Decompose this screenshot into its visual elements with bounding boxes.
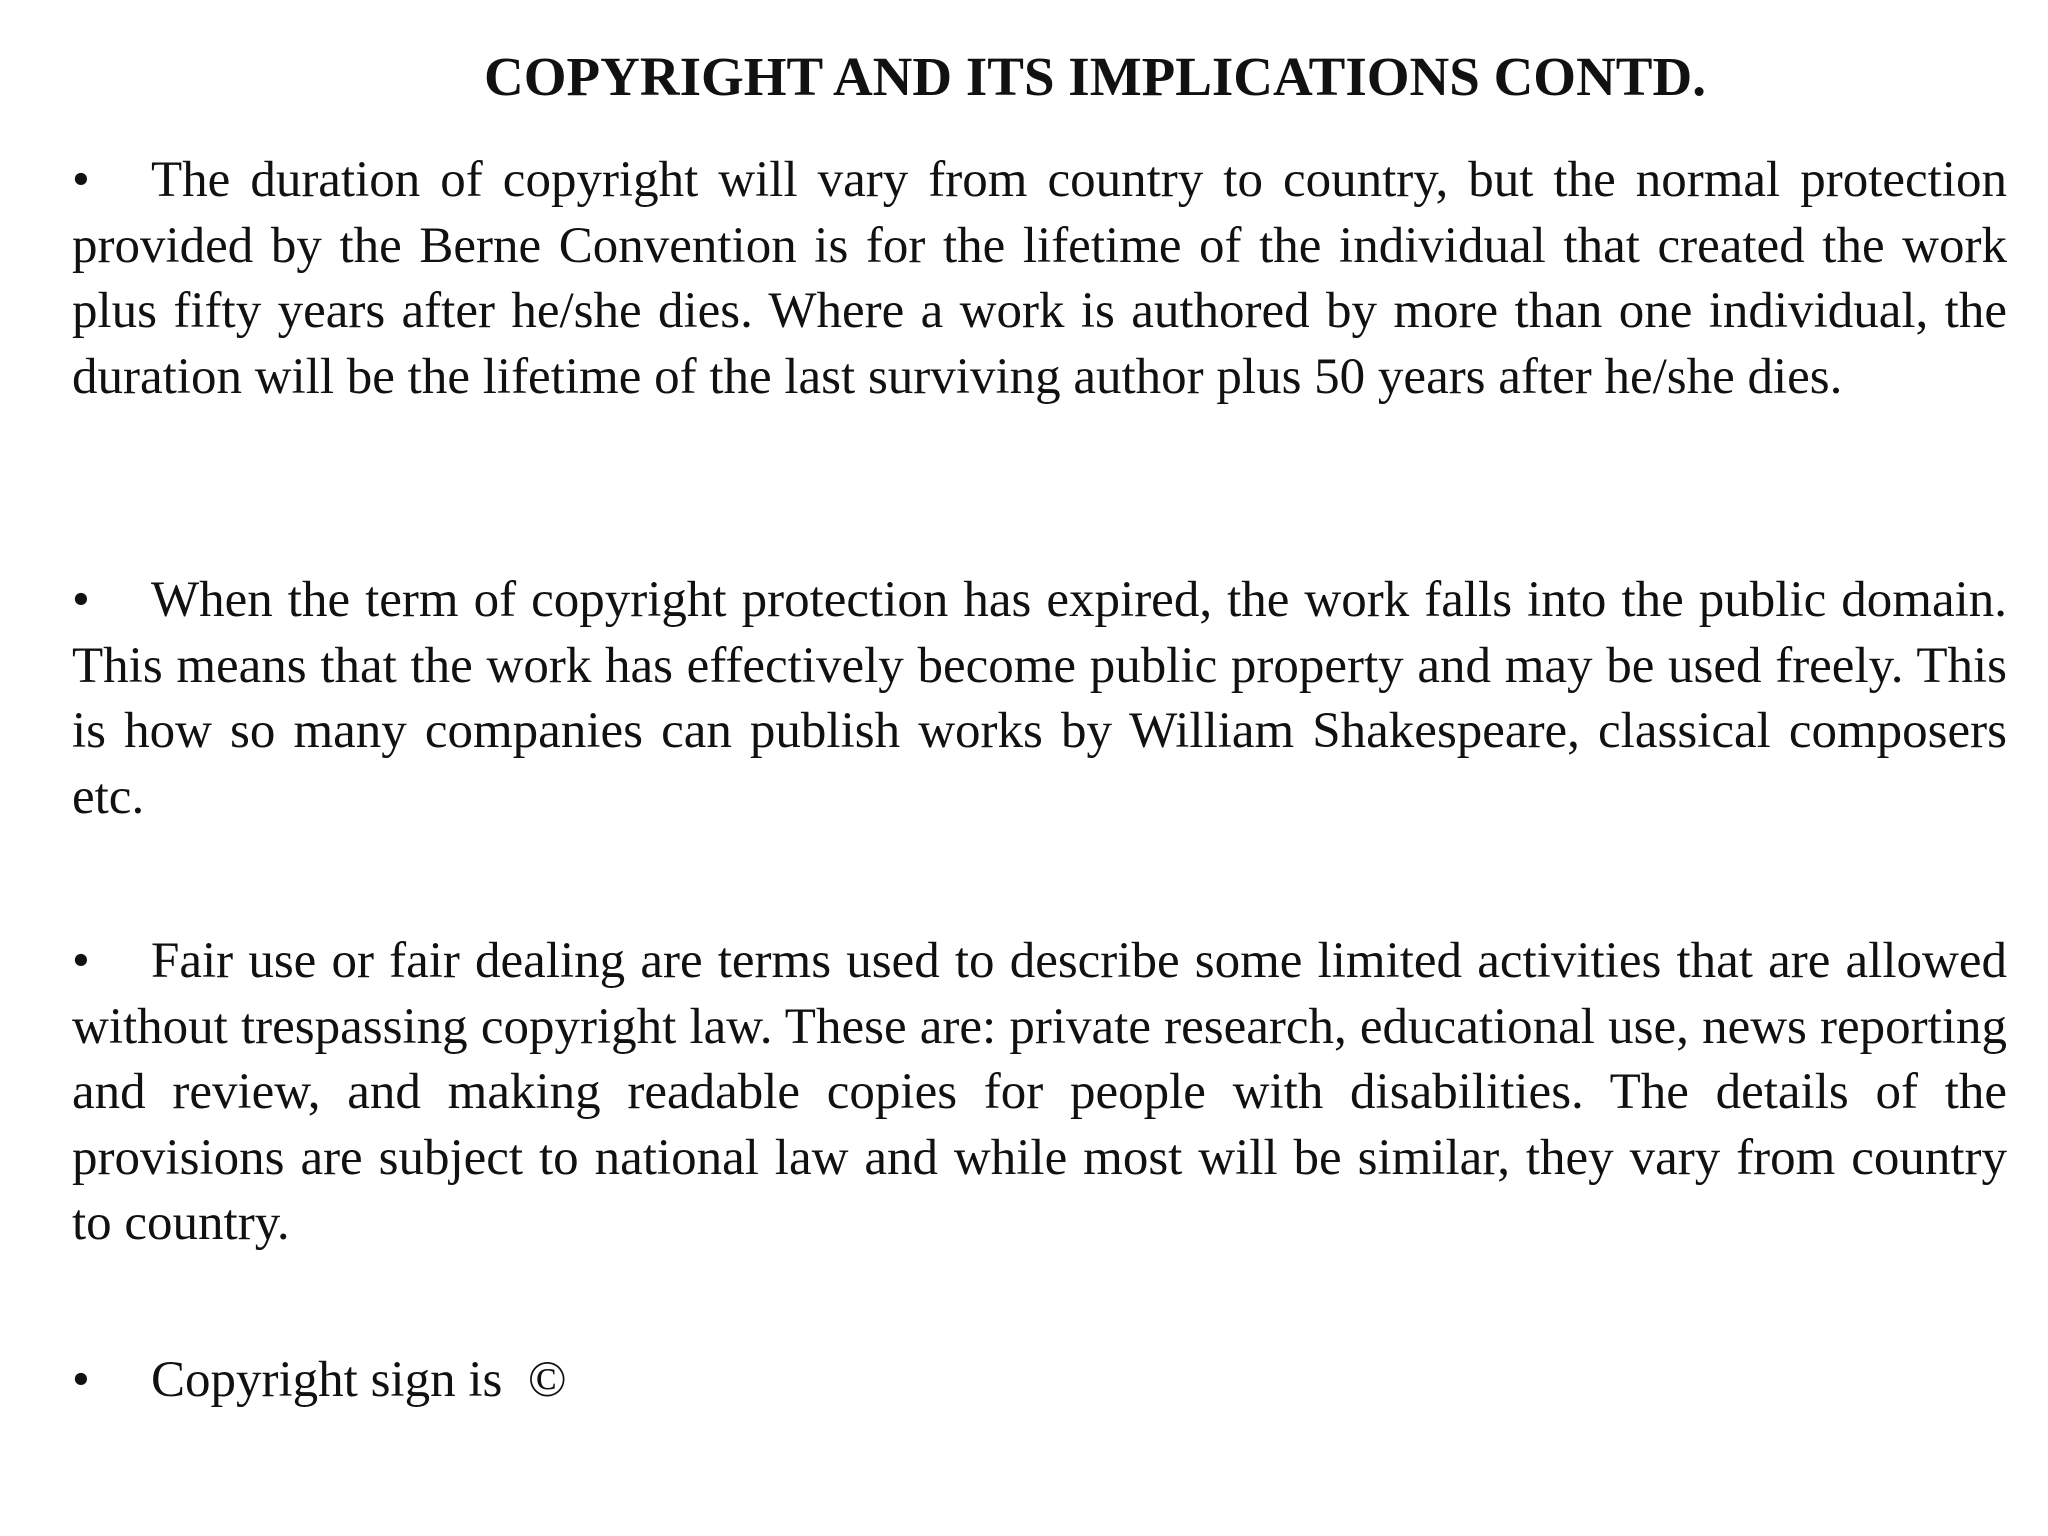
bullet-text: The duration of copyright will vary from country to country, but the normal protection provided by the Berne Convention is for the lifetime of the individual that created the work plus fifty years after he/she dies. Where a work is authored by more than one individual, the duration will be the lifetime of the last surviving author plus 50 years after he/she dies. — [72, 152, 2007, 405]
bullet-item-duration — [72, 148, 2007, 410]
bullet-marker: • — [72, 1352, 90, 1408]
bullet-marker: • — [72, 933, 90, 989]
bullet-item-fair-use — [72, 929, 2007, 1257]
bullet-text: Copyright sign is © — [151, 1352, 567, 1408]
bullet-item-copyright-sign — [72, 1348, 2007, 1414]
bullet-marker: • — [72, 152, 90, 208]
bullet-marker: • — [72, 572, 90, 628]
slide-title: COPYRIGHT AND ITS IMPLICATIONS CONTD. — [484, 46, 1706, 107]
bullet-item-public-domain — [72, 568, 2007, 830]
bullet-text: When the term of copyright protection has expired, the work falls into the public domain. This means that the work has effectively become public property and may be used freely. This is how so many companies can publish works by William Shakespeare, classical composers etc. — [72, 572, 2007, 825]
bullet-text: Fair use or fair dealing are terms used to describe some limited activities that are allowed without trespassing copyright law. These are: private research, educational use, news reporting and review, and making readable copies for people with disabilities. The details of the provisions are subject to national law and while most will be similar, they vary from country to country. — [72, 933, 2007, 1251]
